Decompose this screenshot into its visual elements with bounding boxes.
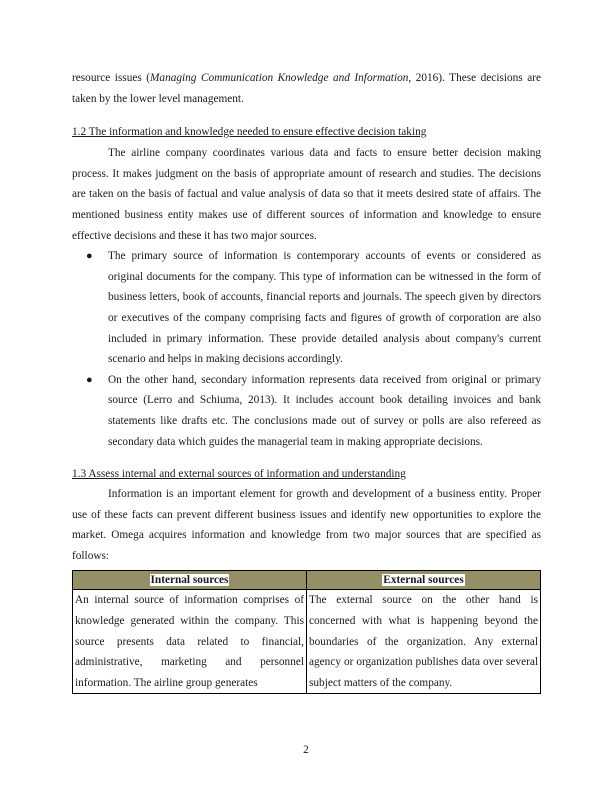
cell-external: The external source on the other hand is concerned with what is happening beyond the boundaries of the organization. Any external agency or organization publishes data over several subject matters of the company. xyxy=(307,590,541,694)
header-label: Internal sources xyxy=(150,574,229,587)
bullet-text: On the other hand, secondary information represents data received from original or primary source (Lerro and Schiuma, 2013). It includes account book detailing invoices and bank statements like drafts etc. The conclusions made out of survey or polls are also refereed as secondary data which guides the managerial team in making appropriate decisions. xyxy=(108,373,541,448)
bullet-list xyxy=(72,246,541,452)
header-external-sources xyxy=(307,571,541,590)
header-internal-sources xyxy=(73,571,307,590)
cell-internal: An internal source of information comprises of knowledge generated within the company. This source presents data related to financial, administrative, marketing and personnel information. The airline group generates xyxy=(73,590,307,694)
section-heading-1-2: 1.2 The information and knowledge needed to ensure effective decision taking xyxy=(72,126,427,139)
bullet-text: The primary source of information is contemporary accounts of events or considered as original documents for the company. This type of information can be witnessed in the form of business letters, book of accounts, financial reports and journals. The speech given by directors or executives of the company comprising facts and figures of growth of corporation are also included in primary information. These provide detailed analysis about company's current scenario and helps in making decisions accordingly. xyxy=(108,250,541,366)
sources-table xyxy=(72,570,541,694)
bullet-item xyxy=(72,370,541,452)
section-1-2-paragraph: The airline company coordinates various data and facts to ensure better decision making process. It makes judgment on the basis of appropriate amount of research and studies. The decisions are taken on the basis of factual and value analysis of data so that it meets desired state of affairs. The mentioned business entity makes use of different sources of information and knowledge to ensure effective decisions and these it has two major sources. xyxy=(72,147,541,242)
section-1-3-paragraph: Information is an important element for growth and development of a business entity. Proper use of these facts can prevent different business issues and identify new opportunities to explore the market. Omega acquires information and knowledge from two major sources that are specified as follows: xyxy=(72,488,541,562)
bullet-item xyxy=(72,246,541,370)
citation-title: Managing Communication Knowledge and Information xyxy=(150,72,409,84)
table-header-row xyxy=(73,571,541,590)
bullet-icon: ● xyxy=(86,373,93,386)
section-heading-1-3: 1.3 Assess internal and external sources of information and understanding xyxy=(72,468,406,481)
bullet-icon: ● xyxy=(86,250,93,263)
intro-paragraph xyxy=(72,68,541,109)
intro-text-suffix: , 2016). These decisions are taken by the lower level management. xyxy=(72,72,541,105)
header-label: External sources xyxy=(383,574,464,587)
page-content xyxy=(72,68,541,694)
table-row xyxy=(73,590,541,694)
page-number: 2 xyxy=(303,744,309,756)
intro-text-prefix: resource issues ( xyxy=(72,72,151,84)
